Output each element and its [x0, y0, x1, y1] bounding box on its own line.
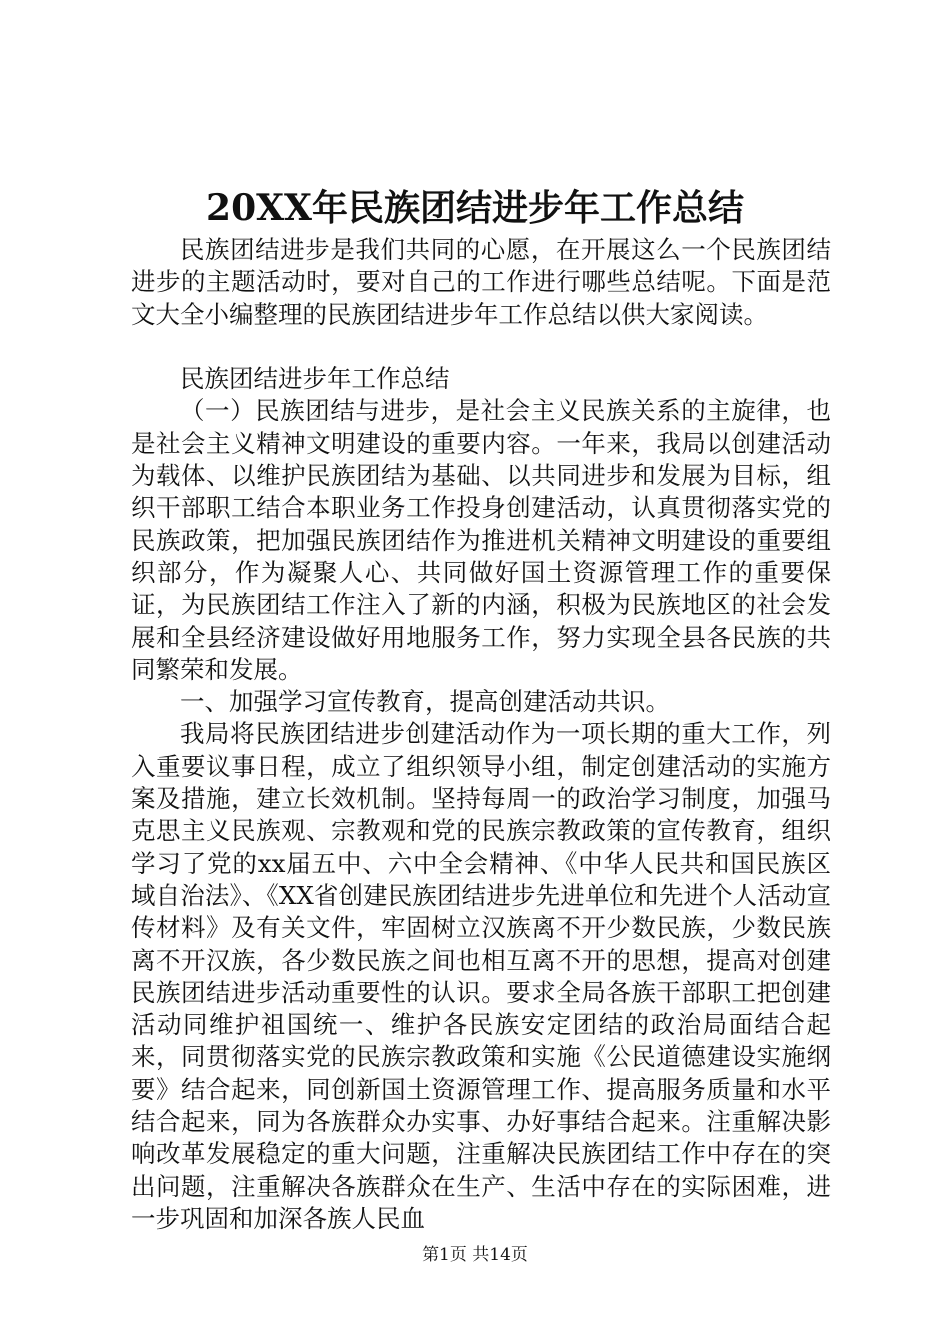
page-number-footer: 第1页 共14页 — [422, 1245, 528, 1265]
paragraph-2: 我局将民族团结进步创建活动作为一项长期的重大工作，列入重要议事日程，成立了组织领导小组，制定创建活动的实施方案及措施，建立长效机制。坚持每周一的政治学习制度，加强马克思主义民族观、宗教观和党的民族宗教政策的宣传教育，组织学习了党的xx届五中、六中全会精神、《中华人民共和国民族区域自治法》、《XX省创建民族团结进步先进单位和先进个人活动宣传材料》及有关文件，牢固树立汉族离不开少数民族，少数民族离不开汉族，各少数民族之间也相互离不开的思想，提高对创建民族团结进步活动重要性的认识。要求全局各族干部职工把创建活动同维护祖国统一、维护各民族安定团结的政治局面结合起来，同贯彻落实党的民族宗教政策和实施《公民道德建设实施纲要》结合起来，同创新国土资源管理工作、提高服务质量和水平结合起来，同为各族群众办实事、办好事结合起来。注重解决影响改革发展稳定的重大问题，注重解决民族团结工作中存在的突出问题，注重解决各族群众在生产、生活中存在的实际困难，进一步巩固和加深各族人民血 — [131, 719, 831, 1233]
document-title: 20XX年民族团结进步年工作总结 — [206, 187, 744, 229]
subtitle: 民族团结进步年工作总结 — [180, 364, 450, 394]
document-body — [131, 234, 831, 1235]
paragraph-1: （一）民族团结与进步，是社会主义民族关系的主旋律，也是社会主义精神文明建设的重要内容。一年来，我局以创建活动为载体、以维护民族团结为基础、以共同进步和发展为目标，组织干部职工结合本职业务工作投身创建活动，认真贯彻落实党的民族政策，把加强民族团结作为推进机关精神文明建设的重要组织部分，作为凝聚人心、共同做好国土资源管理工作的重要保证，为民族团结工作注入了新的内涵，积极为民族地区的社会发展和全县经济建设做好用地服务工作，努力实现全县各民族的共同繁荣和发展。 — [131, 396, 831, 684]
intro-paragraph: 民族团结进步是我们共同的心愿，在开展这么一个民族团结进步的主题活动时，要对自己的工作进行哪些总结呢。下面是范文大全小编整理的民族团结进步年工作总结以供大家阅读。 — [131, 235, 831, 329]
blank-line — [131, 331, 831, 363]
section-heading: 一、加强学习宣传教育，提高创建活动共识。 — [180, 687, 670, 717]
